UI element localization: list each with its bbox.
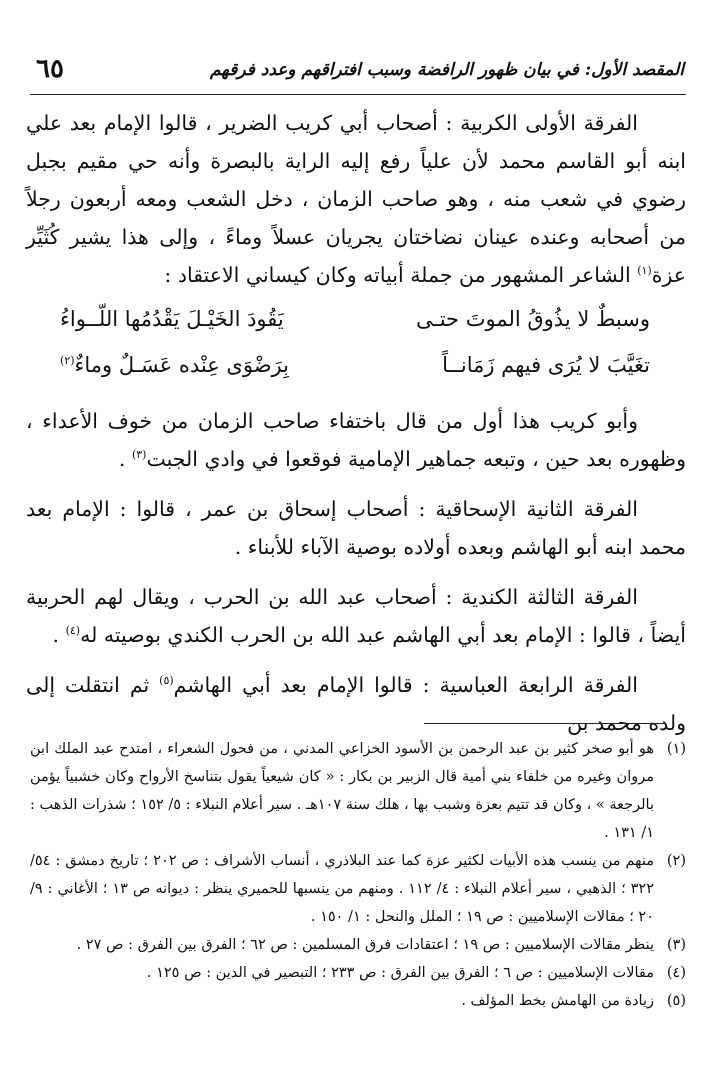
verse-first-hemistich: تغَيَّبَ لا يُرَى فيهم زَمَانــاً (442, 353, 650, 377)
footnote (30, 987, 686, 1015)
footnote-rule (424, 723, 664, 724)
footnote-text: منهم من ينسب هذه الأبيات لكثير عزة كما عند البلاذري ، أنساب الأشراف : ص ٢٠٢ ؛ تاريخ دمشق : ٥٤/ ٣٢٢ ؛ الذهبي ، سير أعلام النبلاء : ٤/ ١١٢ . ومنهم من ينسبها للحميري ينظر : ديوانه ص ١٣ ؛ الأغاني : ٩/ ٢٠ ؛ مقالات الإسلاميين : ص ١٩ ؛ الملل والنحل : ١/ ١٥٠ . (30, 853, 654, 925)
paragraph-text: الفرقة الثالثة الكندية : أصحاب عبد الله بن الحرب ، ويقال لهم الحربية أيضاً ، قالوا : الإمام بعد أبي الهاشم عبد الله بن الحرب الكندي بوصيته له (26, 585, 686, 647)
paragraph-second-sect: الفرقة الثانية الإسحاقية : أصحاب إسحاق بن عمر ، قالوا : الإمام بعد محمد ابنه أبو الهاشم وبعده أولاده بوصية الآباء للأبناء . (26, 497, 686, 559)
footnote-number: (٤) (666, 965, 686, 981)
verse-second-hemistich (60, 353, 330, 377)
paragraph-text: ثم انتقلت إلى ولده محمد بن (26, 673, 686, 735)
paragraph-fourth-sect (26, 666, 686, 742)
footnote-marker[interactable]: (٥) (159, 674, 174, 688)
poem-verse (60, 296, 650, 342)
poem-verse (60, 342, 650, 388)
running-head: المقصد الأول: في بيان ظهور الرافضة وسبب افتراقهم وعدد فرقهم (210, 60, 684, 80)
verse-second-hemistich: يَقُودَ الخَيْـلَ يَقْدُمُها اللّــواءُ (60, 307, 284, 331)
footnote-number: (٣) (666, 937, 686, 953)
paragraph-text: الشاعر المشهور من جملة أبياته وكان كيساني الاعتقاد : (164, 263, 638, 287)
footnote-marker[interactable]: (٢) (60, 354, 75, 367)
page-number: ٦٥ (36, 54, 64, 84)
footnote (30, 931, 686, 959)
footnote-marker[interactable]: (١) (637, 264, 652, 278)
paragraph-text: وأبو كريب هذا أول من قال باختفاء صاحب الزمان من خوف الأعداء ، وظهوره بعد حين ، وتبعه جماهير الإمامية فوقعوا في وادي الجبت (26, 409, 686, 471)
footnotes (30, 735, 686, 1015)
footnote-marker[interactable]: (٤) (65, 624, 81, 638)
main-text (26, 104, 686, 742)
paragraph-text: . (118, 447, 132, 471)
verse-first-hemistich: وسبطٌ لا يذُوقُ الموتَ حتـى (416, 307, 650, 331)
paragraph-text: . (52, 623, 66, 647)
footnote (30, 959, 686, 987)
footnote-marker[interactable]: (٣) (131, 448, 147, 462)
footnote-text: زيادة من الهامش بخط المؤلف . (461, 993, 654, 1009)
paragraph-abu-kurayb (26, 402, 686, 478)
footnote (30, 735, 686, 847)
paragraph-first-sect (26, 104, 686, 294)
footnote-number: (٥) (666, 993, 686, 1009)
poem (60, 296, 650, 388)
paragraph-text: الفرقة الأولى الكربية : أصحاب أبي كريب الضرير ، قالوا الإمام بعد علي ابنه أبو القاسم محمد لأن علياً رفع إليه الراية بالبصرة وأنه حي مقيم بجبل رضوي في شعب منه ، وهو صاحب الزمان ، دخل الشعب ومعه أربعون رجلاً من أصحابه وعنده عينان نضاختان يجريان عسلاً وماءً ، وإلى هذا يشير كُثَيِّر عزة (26, 111, 686, 287)
footnote-text: هو أبو صخر كثير بن عبد الرحمن بن الأسود الخزاعي المدني ، من فحول الشعراء ، امتدح عبد الملك ابن مروان وغيره من خلفاء بني أمية قال الزبير بن بكار : « كان شيعياً يقول بتناسخ الأرواح وكان خشبياً يؤمن بالرجعة » ، وكان قد تتيم بعزة وشبب بها ، هلك سنة ١٠٧هـ . سير أعلام النبلاء : ٥/ ١٥٢ ؛ شذرات الذهب : ١/ ١٣١ . (30, 741, 655, 841)
footnote-number: (٢) (666, 853, 686, 869)
paragraph-text: الفرقة الرابعة العباسية : قالوا الإمام بعد أبي الهاشم (173, 673, 638, 697)
footnote-number: (١) (666, 741, 686, 757)
footnote (30, 847, 686, 931)
paragraph-third-sect (26, 578, 686, 654)
footnote-text: مقالات الإسلاميين : ص ٦ ؛ الفرق بين الفرق : ص ٢٣٣ ؛ التبصير في الدين : ص ١٢٥ . (146, 965, 654, 981)
header-rule (30, 94, 686, 95)
hemistich-text: بِرَضْوَى عِنْده عَسَـلٌ وماءٌ (74, 353, 289, 377)
footnote-text: ينظر مقالات الإسلاميين : ص ١٩ ؛ اعتقادات فرق المسلمين : ص ٦٢ ؛ الفرق بين الفرق : ص ٢٧ . (76, 937, 654, 953)
